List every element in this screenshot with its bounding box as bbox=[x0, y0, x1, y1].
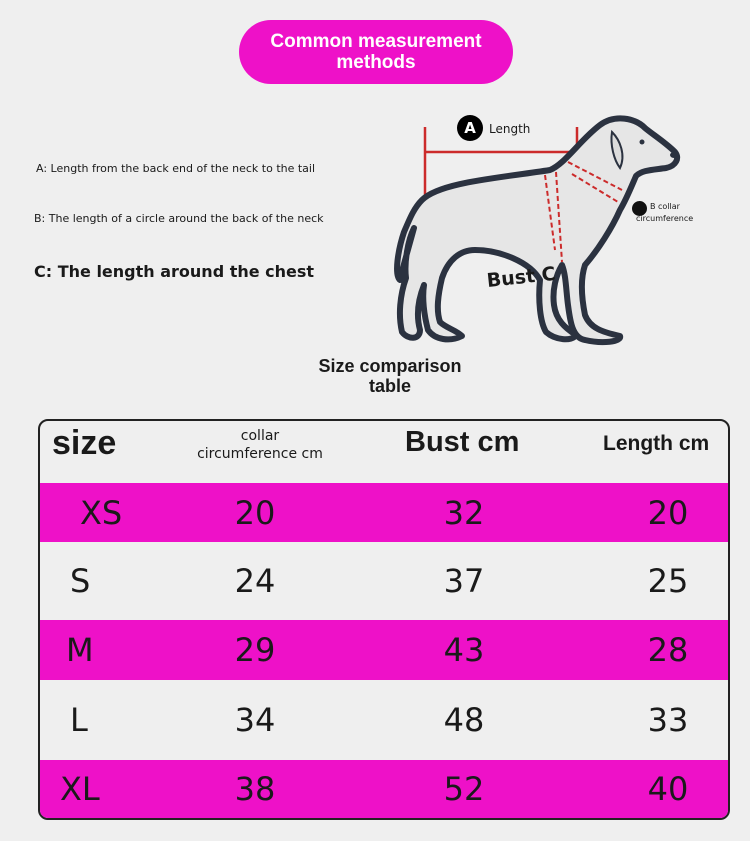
header-bust: Bust cm bbox=[405, 426, 520, 458]
cell-bust: 52 bbox=[443, 770, 485, 808]
cell-length: 25 bbox=[647, 562, 689, 600]
header-size: size bbox=[52, 424, 117, 462]
cell-length: 40 bbox=[647, 770, 689, 808]
table-title-line-2: table bbox=[368, 376, 411, 396]
collar-label-line-2: circumference bbox=[636, 214, 694, 223]
cell-size: S bbox=[70, 562, 91, 600]
cell-length: 28 bbox=[647, 631, 689, 669]
badge-line-1: Common measurement bbox=[270, 31, 482, 52]
table-header bbox=[40, 421, 728, 483]
table-row bbox=[40, 680, 728, 760]
header-collar-line-1: collar bbox=[240, 428, 280, 444]
dog-measurement-diagram-icon bbox=[380, 100, 720, 360]
table-row bbox=[40, 542, 728, 620]
header-collar bbox=[190, 427, 330, 463]
bust-label: Bust C bbox=[485, 262, 557, 292]
cell-bust: 48 bbox=[443, 701, 485, 739]
description-a: A: Length from the back end of the neck to the tail bbox=[36, 162, 316, 175]
length-label: Length bbox=[489, 122, 531, 136]
table-title-line-1: Size comparison bbox=[318, 356, 462, 376]
length-marker-a: A bbox=[457, 115, 483, 141]
cell-size: XS bbox=[80, 493, 123, 532]
table-row bbox=[40, 483, 728, 542]
description-b: B: The length of a circle around the back of the neck bbox=[34, 212, 324, 225]
cell-collar: 29 bbox=[234, 631, 276, 669]
cell-bust: 32 bbox=[443, 493, 485, 532]
cell-size: L bbox=[70, 701, 88, 739]
cell-collar: 24 bbox=[234, 562, 276, 600]
cell-length: 33 bbox=[647, 701, 689, 739]
table-row bbox=[40, 620, 728, 680]
cell-size: M bbox=[66, 631, 94, 669]
header-collar-line-2: circumference cm bbox=[197, 446, 323, 462]
collar-label-line-1: B collar bbox=[650, 202, 680, 211]
badge-line-2: methods bbox=[336, 52, 416, 73]
size-comparison-table bbox=[38, 419, 730, 820]
cell-length: 20 bbox=[647, 493, 689, 532]
cell-collar: 38 bbox=[234, 770, 276, 808]
measurement-methods-badge bbox=[239, 20, 513, 84]
cell-bust: 43 bbox=[443, 631, 485, 669]
collar-circumference-label bbox=[636, 201, 710, 225]
header-length: Length cm bbox=[603, 432, 710, 455]
cell-size: XL bbox=[60, 770, 100, 808]
cell-bust: 37 bbox=[443, 562, 485, 600]
cell-collar: 34 bbox=[234, 701, 276, 739]
cell-collar: 20 bbox=[234, 493, 276, 532]
table-row bbox=[40, 760, 728, 818]
size-table-title bbox=[290, 356, 490, 396]
description-c: C: The length around the chest bbox=[34, 262, 315, 281]
